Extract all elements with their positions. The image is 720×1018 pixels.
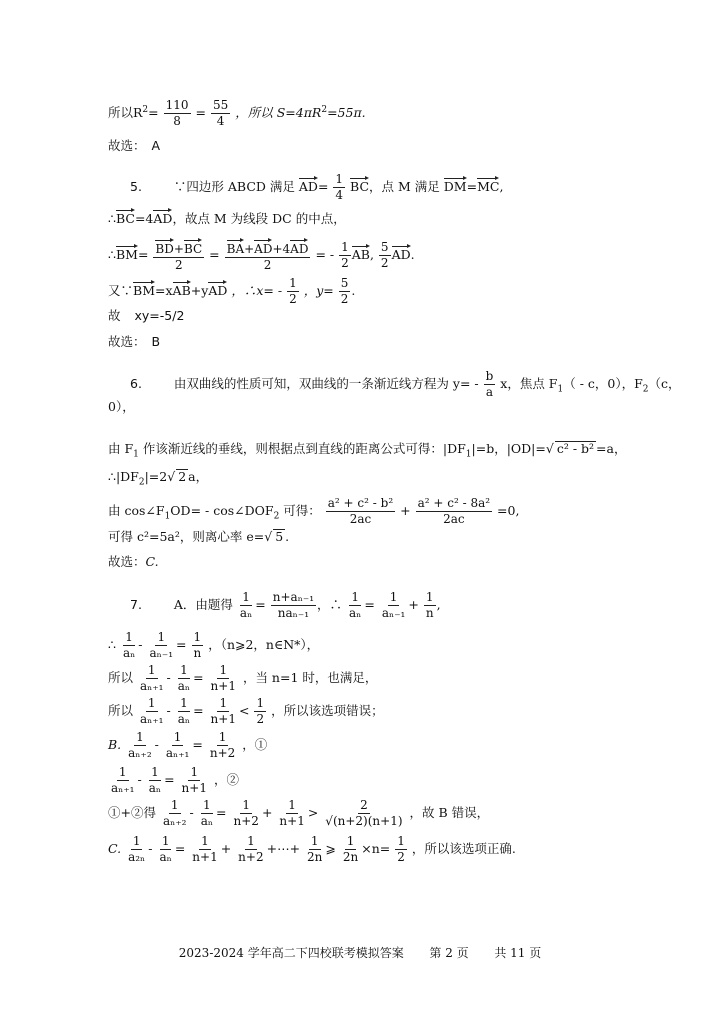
footer-page: 第 2 页 (429, 946, 469, 960)
footer-total: 共 11 页 (494, 946, 542, 960)
fraction: $\frac{110}{8}$ (165, 98, 189, 128)
p5-line-5: 故 xy=-5/2 (108, 308, 185, 323)
p5-question-line: 5. ∵四边形 ABCD 满足 AD= $\frac{1}{4}$ BC，点 M 满足 DM=MC, (130, 172, 504, 202)
p5-answer: 故选： B (108, 334, 161, 349)
fraction: $\frac{55}{4}$ (212, 98, 229, 128)
p5-line-3: ∴BM= $\frac{BD+BC}{2}$ = $\frac{BA+AD+4AD}{2}$ = - $\frac{1}{2}$ AB, $\frac{5}{2}$ AD. (108, 240, 415, 272)
p7-line-3: 所以 $\frac{1}{\text{aₙ₊₁}}$ - $\frac{1}{\text{aₙ}}$ = $\frac{1}{n+1}$ ，当 n=1 时，也满足， (108, 663, 378, 693)
p7-line-8: C. $\frac{1}{\text{a₂ₙ}}$ - $\frac{1}{\text{aₙ}}$ = $\frac{1}{n+1}$ + $\frac{1}{n+2}$ +⋯+ $\frac{1}{2n}$ ⩾ $\frac{1}{2n}$ ×n= $\frac{1}{2}$ ，所以该选项正确. (108, 834, 516, 864)
p6-line-1: 6. 由双曲线的性质可知，双曲线的一条渐近线方程为 y= - $\frac{b}{a}$ x，焦点 $F_1$（ - c，0），$F_2(c$， (130, 369, 681, 399)
page-footer (0, 944, 720, 961)
p4-formula-line: 所以$R^2=$ $\frac{110}{8}$ = $\frac{55}{4}$ ，所以 $S=4\pi R^2=55\pi$. (108, 98, 366, 128)
p7-line-1: 7. A．由题得 $\frac{1}{\text{aₙ}}$ = $\frac{\text{n+aₙ₋₁}}{\text{naₙ₋₁}}$ ，∴ $\frac{1}{\text{aₙ}}$ = $\frac{1}{\text{aₙ₋₁}}$ + $\frac{1}{n}$ , (130, 590, 441, 620)
p6-answer: 故选：C. (108, 554, 159, 569)
p5-line-4: 又∵BM=xAB+yAD ，∴x= - $\frac{1}{2}$ ，y= $\frac{5}{2}$ . (108, 276, 356, 306)
p7-line-2: ∴ $\frac{1}{\text{aₙ}}$ - $\frac{1}{\text{aₙ₋₁}}$ = $\frac{1}{n}$ ，（n⩾2，n∈N*）， (108, 630, 320, 660)
p7-line-4: 所以 $\frac{1}{\text{aₙ₊₁}}$ - $\frac{1}{\text{aₙ}}$ = $\frac{1}{n+1}$ < $\frac{1}{2}$ ，所以该选项错误； (108, 696, 384, 726)
p6-line-2: 0）， (108, 399, 135, 414)
p6-line-6: 可得 c²=5a²，则离心率 e=√ 5 . (108, 529, 290, 544)
p6-line-5: 由 $\cos\angle F_1OD=$ - $\cos\angle DOF_2$ 可得： $\frac{\text{a² + c² - b²}}{2ac}$ + $\frac{\text{a² + c² - 8a²}}{2ac}$ =0, (108, 496, 520, 526)
p6-line-3: 由 $F_1$ 作该渐近线的垂线，则根据点到直线的距离公式可得：$|DF_1|=b$，|OD|=√ c² - b² =a， (108, 441, 627, 460)
problem-number: 6. (130, 376, 142, 391)
problem-number: 7. (130, 597, 142, 612)
p7-line-7: ①+②得 $\frac{1}{\text{aₙ₊₂}}$ - $\frac{1}{\text{aₙ}}$ = $\frac{1}{n+2}$ + $\frac{1}{n+1}$ > $\frac{2}{√(n+2)(n+1)}$ ，故 B 错误， (108, 798, 490, 828)
p7-line-6: $\frac{1}{\text{aₙ₊₁}}$ - $\frac{1}{\text{aₙ}}$ = $\frac{1}{n+1}$ ，② (111, 765, 239, 795)
p5-line-2: ∴BC=4AD，故点 M 为线段 DC 的中点， (108, 208, 346, 228)
p7-line-5: B. $\frac{1}{\text{aₙ₊₂}}$ - $\frac{1}{\text{aₙ₊₁}}$ = $\frac{1}{n+2}$ ，① (108, 730, 268, 760)
p4-answer: 故选： A (108, 138, 161, 153)
p6-line-4: $\therefore|DF_2|=2√$ 2 a， (108, 469, 209, 488)
footer-title: 2023-2024 学年高二下四校联考模拟答案 (178, 946, 404, 960)
problem-number: 5. (130, 179, 142, 194)
